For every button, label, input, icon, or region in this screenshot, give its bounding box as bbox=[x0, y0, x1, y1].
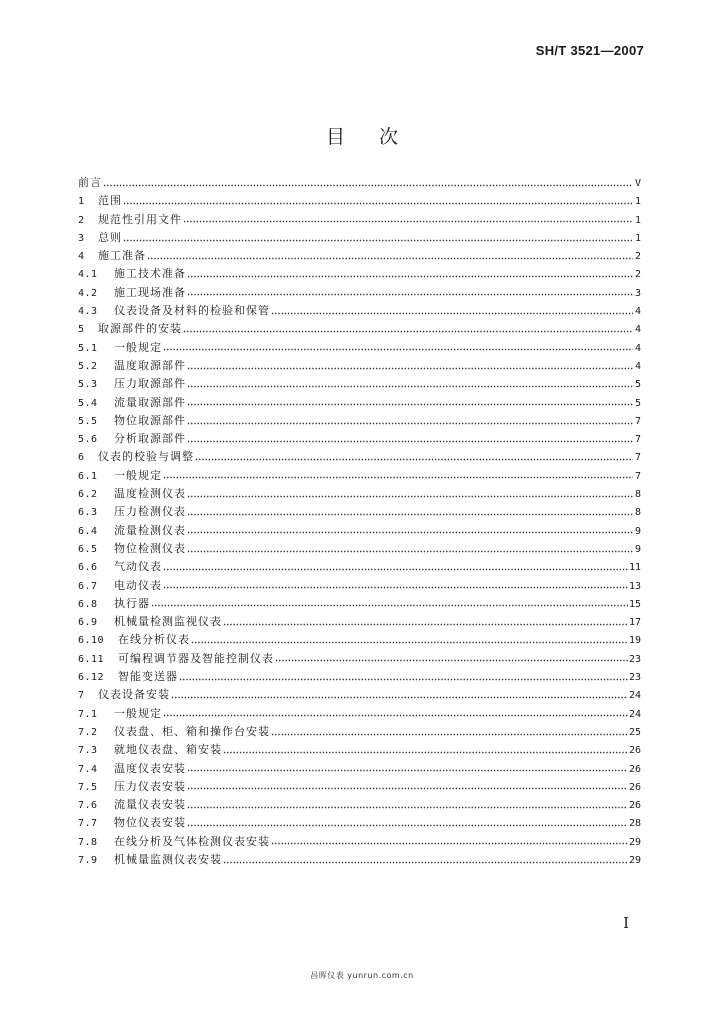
toc-entry-title: 范围 bbox=[98, 194, 122, 208]
toc-dot-leader bbox=[191, 641, 628, 644]
toc-entry[interactable] bbox=[78, 833, 641, 851]
toc-entry-number: 5.3 bbox=[78, 379, 98, 391]
toc-entry-page: 26 bbox=[628, 745, 641, 757]
toc-entry-title: 可编程调节器及智能控制仪表 bbox=[118, 651, 274, 665]
toc-entry-page: 15 bbox=[628, 598, 641, 610]
toc-dot-leader bbox=[163, 714, 628, 717]
toc-entry-page: 9 bbox=[634, 525, 641, 537]
toc-entry-number: 6 bbox=[78, 452, 85, 464]
toc-entry-page: 7 bbox=[634, 452, 641, 464]
toc-entry[interactable] bbox=[78, 302, 641, 320]
toc-dot-leader bbox=[187, 531, 633, 534]
toc-entry-number: 7.9 bbox=[78, 854, 98, 866]
toc-dot-leader bbox=[179, 678, 628, 681]
toc-entry-title: 机械量监测仪表安装 bbox=[114, 852, 222, 866]
footer-watermark: 昌晖仪表 yunrun.com.cn bbox=[310, 971, 414, 980]
toc-entry-page: 1 bbox=[634, 232, 641, 244]
toc-entry-number: 6.2 bbox=[78, 489, 98, 501]
toc-dot-leader bbox=[187, 495, 633, 498]
toc-entry-title: 前言 bbox=[78, 176, 102, 189]
toc-dot-leader bbox=[171, 696, 628, 699]
toc-entry[interactable] bbox=[78, 211, 641, 229]
toc-entry-title: 在线分析及气体检测仪表安装 bbox=[114, 834, 270, 848]
toc-entry-title: 就地仪表盘、箱安装 bbox=[114, 743, 222, 757]
toc-dot-leader bbox=[123, 202, 633, 205]
toc-entry-number: 2 bbox=[78, 214, 85, 226]
toc-dot-leader bbox=[187, 440, 633, 443]
page-title: 目次 bbox=[325, 126, 432, 148]
toc-dot-leader bbox=[151, 604, 628, 607]
toc-dot-leader bbox=[103, 184, 633, 187]
toc-entry-title: 物位仪表安装 bbox=[114, 816, 186, 830]
toc-entry-title: 流量仪表安装 bbox=[114, 798, 186, 812]
toc-dot-leader bbox=[187, 385, 633, 388]
toc-entry[interactable] bbox=[78, 668, 641, 686]
toc-dot-leader bbox=[187, 806, 628, 809]
toc-dot-leader bbox=[123, 239, 633, 242]
toc-entry-title: 机械量检测监视仪表 bbox=[114, 615, 222, 629]
toc-entry-page: 26 bbox=[628, 781, 641, 793]
toc-entry-page: 26 bbox=[628, 763, 641, 775]
toc-entry[interactable] bbox=[78, 503, 641, 521]
toc-dot-leader bbox=[183, 220, 633, 223]
toc-entry[interactable] bbox=[78, 650, 641, 668]
toc-entry-number: 7.6 bbox=[78, 800, 98, 812]
toc-entry[interactable] bbox=[78, 448, 641, 466]
toc-entry-page: 9 bbox=[634, 543, 641, 555]
toc-entry-title: 取源部件的安装 bbox=[98, 322, 182, 336]
toc-entry-title: 气动仪表 bbox=[114, 560, 162, 574]
toc-entry-page: 7 bbox=[634, 415, 641, 427]
toc-entry-page: 7 bbox=[634, 434, 641, 446]
toc-entry-title: 规范性引用文件 bbox=[98, 212, 182, 226]
toc-entry-title: 一般规定 bbox=[114, 468, 162, 482]
toc-entry-page: 28 bbox=[628, 818, 641, 830]
toc-entry-page: 5 bbox=[634, 397, 641, 409]
toc-entry-title: 施工技术准备 bbox=[114, 267, 186, 281]
toc-dot-leader bbox=[275, 659, 628, 662]
toc-entry-title: 物位取源部件 bbox=[114, 413, 186, 427]
toc-entry-number: 4.1 bbox=[78, 269, 98, 281]
toc-entry-number: 6.3 bbox=[78, 507, 98, 519]
toc-entry-number: 4.2 bbox=[78, 287, 98, 299]
toc-entry[interactable] bbox=[78, 723, 641, 741]
toc-entry-page: 7 bbox=[634, 470, 641, 482]
toc-entry-title: 仪表盘、柜、箱和操作台安装 bbox=[114, 724, 270, 738]
toc-entry-title: 流量检测仪表 bbox=[114, 523, 186, 537]
toc-entry[interactable] bbox=[78, 192, 641, 210]
toc-entry[interactable] bbox=[78, 339, 641, 357]
toc-dot-leader bbox=[223, 623, 628, 626]
toc-entry-number: 7.1 bbox=[78, 708, 98, 720]
toc-entry-number: 5.4 bbox=[78, 397, 98, 409]
toc-entry[interactable] bbox=[78, 485, 641, 503]
toc-dot-leader bbox=[187, 787, 628, 790]
toc-entry-page: 4 bbox=[634, 342, 641, 354]
toc-entry[interactable] bbox=[78, 320, 641, 338]
toc-entry-number: 6.11 bbox=[78, 653, 105, 665]
toc-entry-title: 一般规定 bbox=[114, 340, 162, 354]
toc-dot-leader bbox=[183, 330, 633, 333]
toc-entry[interactable] bbox=[78, 394, 641, 412]
page-number: I bbox=[623, 914, 629, 932]
toc-dot-leader bbox=[187, 824, 628, 827]
toc-entry-page: 5 bbox=[634, 379, 641, 391]
toc-entry-title: 压力取源部件 bbox=[114, 377, 186, 391]
toc-entry-page: 24 bbox=[628, 708, 641, 720]
toc-dot-leader bbox=[163, 586, 628, 589]
toc-entry-page: 24 bbox=[628, 690, 641, 702]
toc-entry-number: 7 bbox=[78, 690, 85, 702]
toc-entry-page: V bbox=[634, 178, 641, 189]
toc-entry-title: 在线分析仪表 bbox=[118, 633, 190, 647]
toc-dot-leader bbox=[195, 458, 633, 461]
toc-entry[interactable] bbox=[78, 375, 641, 393]
toc-entry-number: 7.2 bbox=[78, 726, 98, 738]
toc-entry-page: 29 bbox=[628, 854, 641, 866]
toc-entry-page: 8 bbox=[634, 507, 641, 519]
toc-entry-number: 5.6 bbox=[78, 434, 98, 446]
toc-entry-number: 6.10 bbox=[78, 635, 105, 647]
toc-entry-title: 电动仪表 bbox=[114, 578, 162, 592]
toc-dot-leader bbox=[271, 733, 628, 736]
toc-entry-number: 5.1 bbox=[78, 342, 98, 354]
toc-dot-leader bbox=[223, 861, 628, 864]
toc-entry[interactable] bbox=[78, 595, 641, 613]
toc-entry-title: 仪表的校验与调整 bbox=[98, 450, 194, 464]
toc-entry[interactable] bbox=[78, 741, 641, 759]
toc-entry-number: 6.8 bbox=[78, 598, 98, 610]
toc-entry[interactable] bbox=[78, 577, 641, 595]
toc-entry[interactable] bbox=[78, 760, 641, 778]
toc-dot-leader bbox=[187, 513, 633, 516]
toc-entry[interactable] bbox=[78, 430, 641, 448]
toc-entry-page: 11 bbox=[628, 562, 641, 574]
toc-entry-page: 13 bbox=[628, 580, 641, 592]
toc-entry-page: 4 bbox=[634, 324, 641, 336]
toc-entry-title: 仪表设备安装 bbox=[98, 688, 170, 702]
toc-entry-title: 压力仪表安装 bbox=[114, 779, 186, 793]
toc-entry-number: 7.3 bbox=[78, 745, 98, 757]
toc-entry-number: 4.3 bbox=[78, 306, 98, 318]
toc-entry[interactable] bbox=[78, 796, 641, 814]
toc-entry[interactable] bbox=[78, 265, 641, 283]
toc-entry-title: 温度检测仪表 bbox=[114, 487, 186, 501]
toc-entry[interactable] bbox=[78, 851, 641, 869]
toc-entry-title: 物位检测仪表 bbox=[114, 541, 186, 555]
toc-entry-page: 19 bbox=[628, 635, 641, 647]
toc-entry-page: 2 bbox=[634, 251, 641, 263]
toc-entry-number: 7.5 bbox=[78, 781, 98, 793]
toc-entry-title: 温度仪表安装 bbox=[114, 761, 186, 775]
toc-entry-title: 分析取源部件 bbox=[114, 432, 186, 446]
toc-dot-leader bbox=[163, 348, 633, 351]
toc-entry[interactable] bbox=[78, 247, 641, 265]
toc-entry-number: 4 bbox=[78, 251, 85, 263]
toc-entry[interactable] bbox=[78, 613, 641, 631]
toc-entry-page: 3 bbox=[634, 287, 641, 299]
toc-entry[interactable] bbox=[78, 284, 641, 302]
toc-entry-title: 执行器 bbox=[114, 596, 150, 610]
toc-entry[interactable] bbox=[78, 540, 641, 558]
toc-entry[interactable] bbox=[78, 357, 641, 375]
toc-entry-number: 5 bbox=[78, 324, 85, 336]
toc-dot-leader bbox=[187, 422, 633, 425]
toc-entry-number: 5.5 bbox=[78, 415, 98, 427]
toc-dot-leader bbox=[271, 312, 633, 315]
toc-dot-leader bbox=[187, 275, 633, 278]
toc-dot-leader bbox=[187, 367, 633, 370]
standard-code: SH/T 3521—2007 bbox=[535, 43, 644, 58]
toc-entry[interactable] bbox=[78, 814, 641, 832]
toc-entry-number: 5.2 bbox=[78, 360, 98, 372]
toc-entry-number: 6.5 bbox=[78, 543, 98, 555]
toc-entry[interactable] bbox=[78, 558, 641, 576]
toc-entry-title: 仪表设备及材料的检验和保管 bbox=[114, 304, 270, 318]
toc-entry-page: 26 bbox=[628, 800, 641, 812]
toc-entry-number: 6.9 bbox=[78, 617, 98, 629]
toc-dot-leader bbox=[223, 751, 628, 754]
toc-entry[interactable] bbox=[78, 174, 641, 192]
toc-entry-number: 3 bbox=[78, 232, 85, 244]
toc-entry[interactable] bbox=[78, 705, 641, 723]
toc-entry[interactable] bbox=[78, 412, 641, 430]
toc-entry[interactable] bbox=[78, 778, 641, 796]
toc-entry[interactable] bbox=[78, 631, 641, 649]
toc-entry-number: 1 bbox=[78, 196, 85, 208]
toc-entry-title: 施工现场准备 bbox=[114, 285, 186, 299]
toc-entry-number: 6.4 bbox=[78, 525, 98, 537]
toc-entry-page: 1 bbox=[634, 196, 641, 208]
toc-dot-leader bbox=[271, 842, 628, 845]
toc-entry-number: 7.7 bbox=[78, 818, 98, 830]
toc-dot-leader bbox=[187, 403, 633, 406]
toc-entry-page: 25 bbox=[628, 726, 641, 738]
toc-dot-leader bbox=[187, 293, 633, 296]
toc-entry-title: 智能变送器 bbox=[118, 670, 178, 684]
toc-entry[interactable] bbox=[78, 686, 641, 704]
toc-entry-title: 一般规定 bbox=[114, 706, 162, 720]
toc-entry[interactable] bbox=[78, 229, 641, 247]
toc-entry-page: 8 bbox=[634, 489, 641, 501]
toc-dot-leader bbox=[187, 769, 628, 772]
toc-entry-title: 温度取源部件 bbox=[114, 358, 186, 372]
toc-dot-leader bbox=[187, 550, 633, 553]
toc-entry-page: 4 bbox=[634, 360, 641, 372]
toc-entry-page: 2 bbox=[634, 269, 641, 281]
toc-entry-title: 压力检测仪表 bbox=[114, 505, 186, 519]
toc-entry-number: 7.8 bbox=[78, 836, 98, 848]
toc-entry-page: 29 bbox=[628, 836, 641, 848]
table-of-contents bbox=[78, 174, 641, 869]
toc-entry-page: 23 bbox=[628, 672, 641, 684]
toc-entry-title: 施工准备 bbox=[98, 249, 146, 263]
toc-entry-title: 总则 bbox=[98, 230, 122, 244]
toc-entry-page: 4 bbox=[634, 306, 641, 318]
toc-dot-leader bbox=[163, 568, 628, 571]
toc-entry-page: 1 bbox=[634, 214, 641, 226]
toc-entry[interactable] bbox=[78, 467, 641, 485]
toc-dot-leader bbox=[163, 476, 633, 479]
toc-entry[interactable] bbox=[78, 522, 641, 540]
toc-entry-number: 6.7 bbox=[78, 580, 98, 592]
toc-entry-number: 6.12 bbox=[78, 672, 105, 684]
toc-entry-number: 7.4 bbox=[78, 763, 98, 775]
toc-entry-number: 6.6 bbox=[78, 562, 98, 574]
toc-entry-page: 17 bbox=[628, 617, 641, 629]
toc-entry-page: 23 bbox=[628, 653, 641, 665]
toc-entry-number: 6.1 bbox=[78, 470, 98, 482]
toc-entry-title: 流量取源部件 bbox=[114, 395, 186, 409]
toc-dot-leader bbox=[147, 257, 633, 260]
